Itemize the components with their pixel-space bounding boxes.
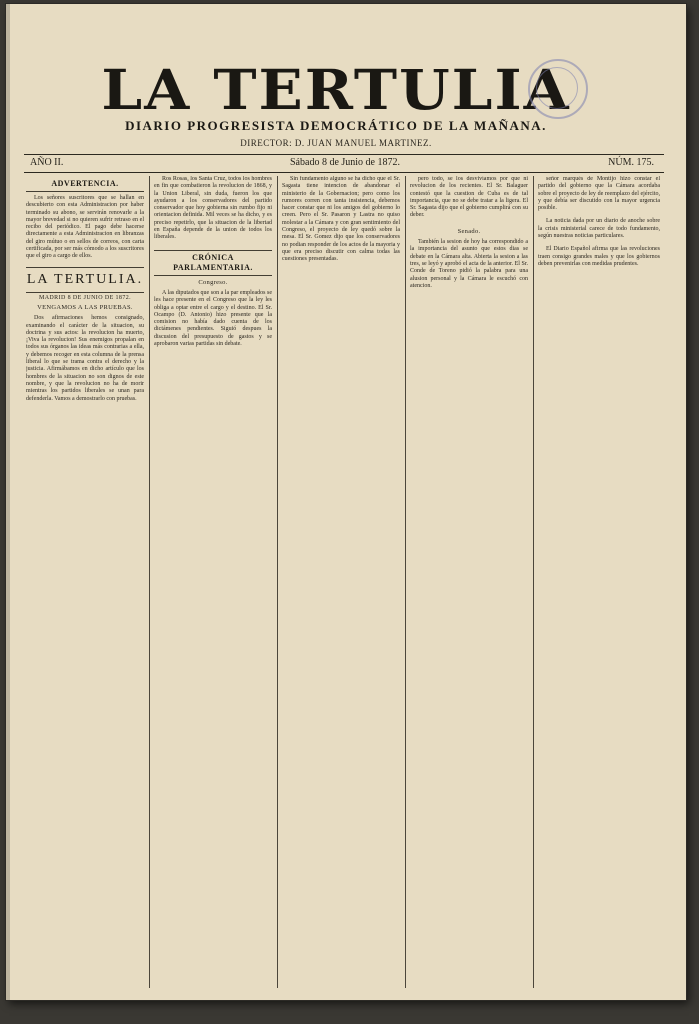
column-3 xyxy=(282,176,400,991)
library-stamp-icon xyxy=(528,59,588,119)
article-body: pero todo, se los desvivíamos por que ni revolucion de los recientes. El Sr. Balaguer contestó que la cuestion de Cuba es de tal importancia, que no se debe tratar a la ligera. El Sr. Sagasta dijo que el gobierno cumplirá con su deber. xyxy=(410,176,528,219)
issue-date: Sábado 8 de Junio de 1872. xyxy=(290,157,400,168)
issue-year: AÑO II. xyxy=(30,157,64,168)
page-fold-shadow xyxy=(6,4,10,1000)
congress-subheading: Congreso. xyxy=(198,278,228,286)
article-body: También la sesion de hoy ha correspondido a la importancia del asunto que estos dias se debate en la Cámara alta. Abierta la sesion a las tres, se leyó y aprobó el acta de la anterior. El Sr. Conde de Toreno pidió la palabra para una alusion personal y la Cámara le escuchó con atencion. xyxy=(410,239,528,289)
info-bottom-rule xyxy=(24,172,664,173)
newspaper-title: LA TERTULIA xyxy=(101,57,571,123)
director-line: DIRECTOR: D. JUAN MANUEL MARTINEZ. xyxy=(240,138,432,148)
column-4 xyxy=(410,176,528,991)
senado-subheading: Senado. xyxy=(457,227,481,235)
issue-info-bar xyxy=(30,157,660,171)
article-body: Ros Rosas, los Santa Cruz, todos los hombres en fin que combatieron la revolucion de 1868, y la Union Liberal, sin duda, fueron los que ayudaron a los conservadores del partido conservador que hoy gobierna sin rumbo fijo ni orientacion definida. Mil veces se ha dicho, y es preciso repetirlo, que la situacion de la libertad en España depende de la union de todos los liberales. xyxy=(154,176,272,241)
column-separator xyxy=(533,176,534,988)
article-body: Sin fundamento alguno se ha dicho que el Sr. Sagasta tiene intencion de abandonar el ministerio de la Gobernacion; pero como los rumores corren con tanta insistencia, debemos hacer constar que ni los amigos del gobierno lo creen. Pero el Sr. Pasaron y Lastra no quiso molestar a la Cámara y con gran sentimiento del Congreso, el proyecto de ley quedó sobre la mesa. El Sr. Gomez dijo que los conservadores no podian responder de los actos de la mayoria y que era preciso discutir con calma todas las cuestiones presentadas. xyxy=(282,176,400,263)
newspaper-page xyxy=(6,4,686,1000)
article-body: señor marqués de Montijo hizo constar el partido del gobierno que la Cámara acordaba sobre el proyecto de ley de reemplazo del ejército, y que debía ser discutido con la mayor urgencia posible. xyxy=(538,176,660,212)
notice-text: La noticia dada por un diario de anoche sobre la crisis ministerial carece de todo fundamento, según nuestras noticias particulares. xyxy=(538,218,660,240)
column-5 xyxy=(538,176,660,991)
advert-text: Los señores suscritores que se hallan en descubierto con esta Administracion por haber terminado su abono, se servirán renovarle a la mayor brevedad si no quieren sufrir retraso en el recibo del periódico. El pago debe hacerse directamente a esta Administracion en libranzas del giro mútuo o en sellos de correos, con carta certificada, por ser más cómodo a los suscritores que el giro a cargo de ellos. xyxy=(26,195,144,260)
section-title: LA TERTULIA. xyxy=(26,267,144,293)
column-separator xyxy=(277,176,278,988)
advert-heading: ADVERTENCIA. xyxy=(26,179,144,192)
article-body: A las diputados que son a la par empleados se les hace presente en el Congreso que la ley les obliga a optar entre el cargo y el destino. El Sr. Ocampo (D. Antonio) hizo presente que la comision no había dado cuenta de los dictámenes pendientes. Siguió despues la discusion del presupuesto de gastos y se aprobaron varias partidas sin debate. xyxy=(154,289,272,348)
top-rule xyxy=(24,154,664,155)
issue-number: NÚM. 175. xyxy=(608,157,654,168)
column-separator xyxy=(149,176,150,988)
column-1 xyxy=(26,176,144,991)
dateline: MADRID 8 DE JUNIO DE 1872. xyxy=(38,294,132,301)
column-separator xyxy=(405,176,406,988)
article-body: Dos afirmaciones hemos consignado, examinando el carácter de la situacion, su doctrina y sus actos: la revolucion ha muerto, ¡Viva la revolucion! Sus enemigos propalan en todos sus órganos las ideas más contrarias a ella, y debemos recoger en esta columna de la prensa liberal lo que se trama contra el derecho y la justicia. Afirmábamos en dicho artículo que los hombres de la situacion no son dignos de este nombre, y que la revolucion no ha de morir mientras los partidos liberales se unan para defenderla. Vamos a demostrarlo con pruebas. xyxy=(26,315,144,402)
column-2 xyxy=(154,176,272,991)
footer-text: El Diario Español afirma que las revoluciones traen consigo grandes males y que los gobiernos deben prevenirlas con medidas prudentes. xyxy=(538,246,660,267)
newspaper-subtitle: DIARIO PROGRESISTA DEMOCRÁTICO DE LA MAÑANA. xyxy=(125,118,547,133)
cronica-heading: CRÓNICA PARLAMENTARIA. xyxy=(154,250,272,276)
article-subheading: VENGAMOS A LAS PRUEBAS. xyxy=(37,303,133,311)
